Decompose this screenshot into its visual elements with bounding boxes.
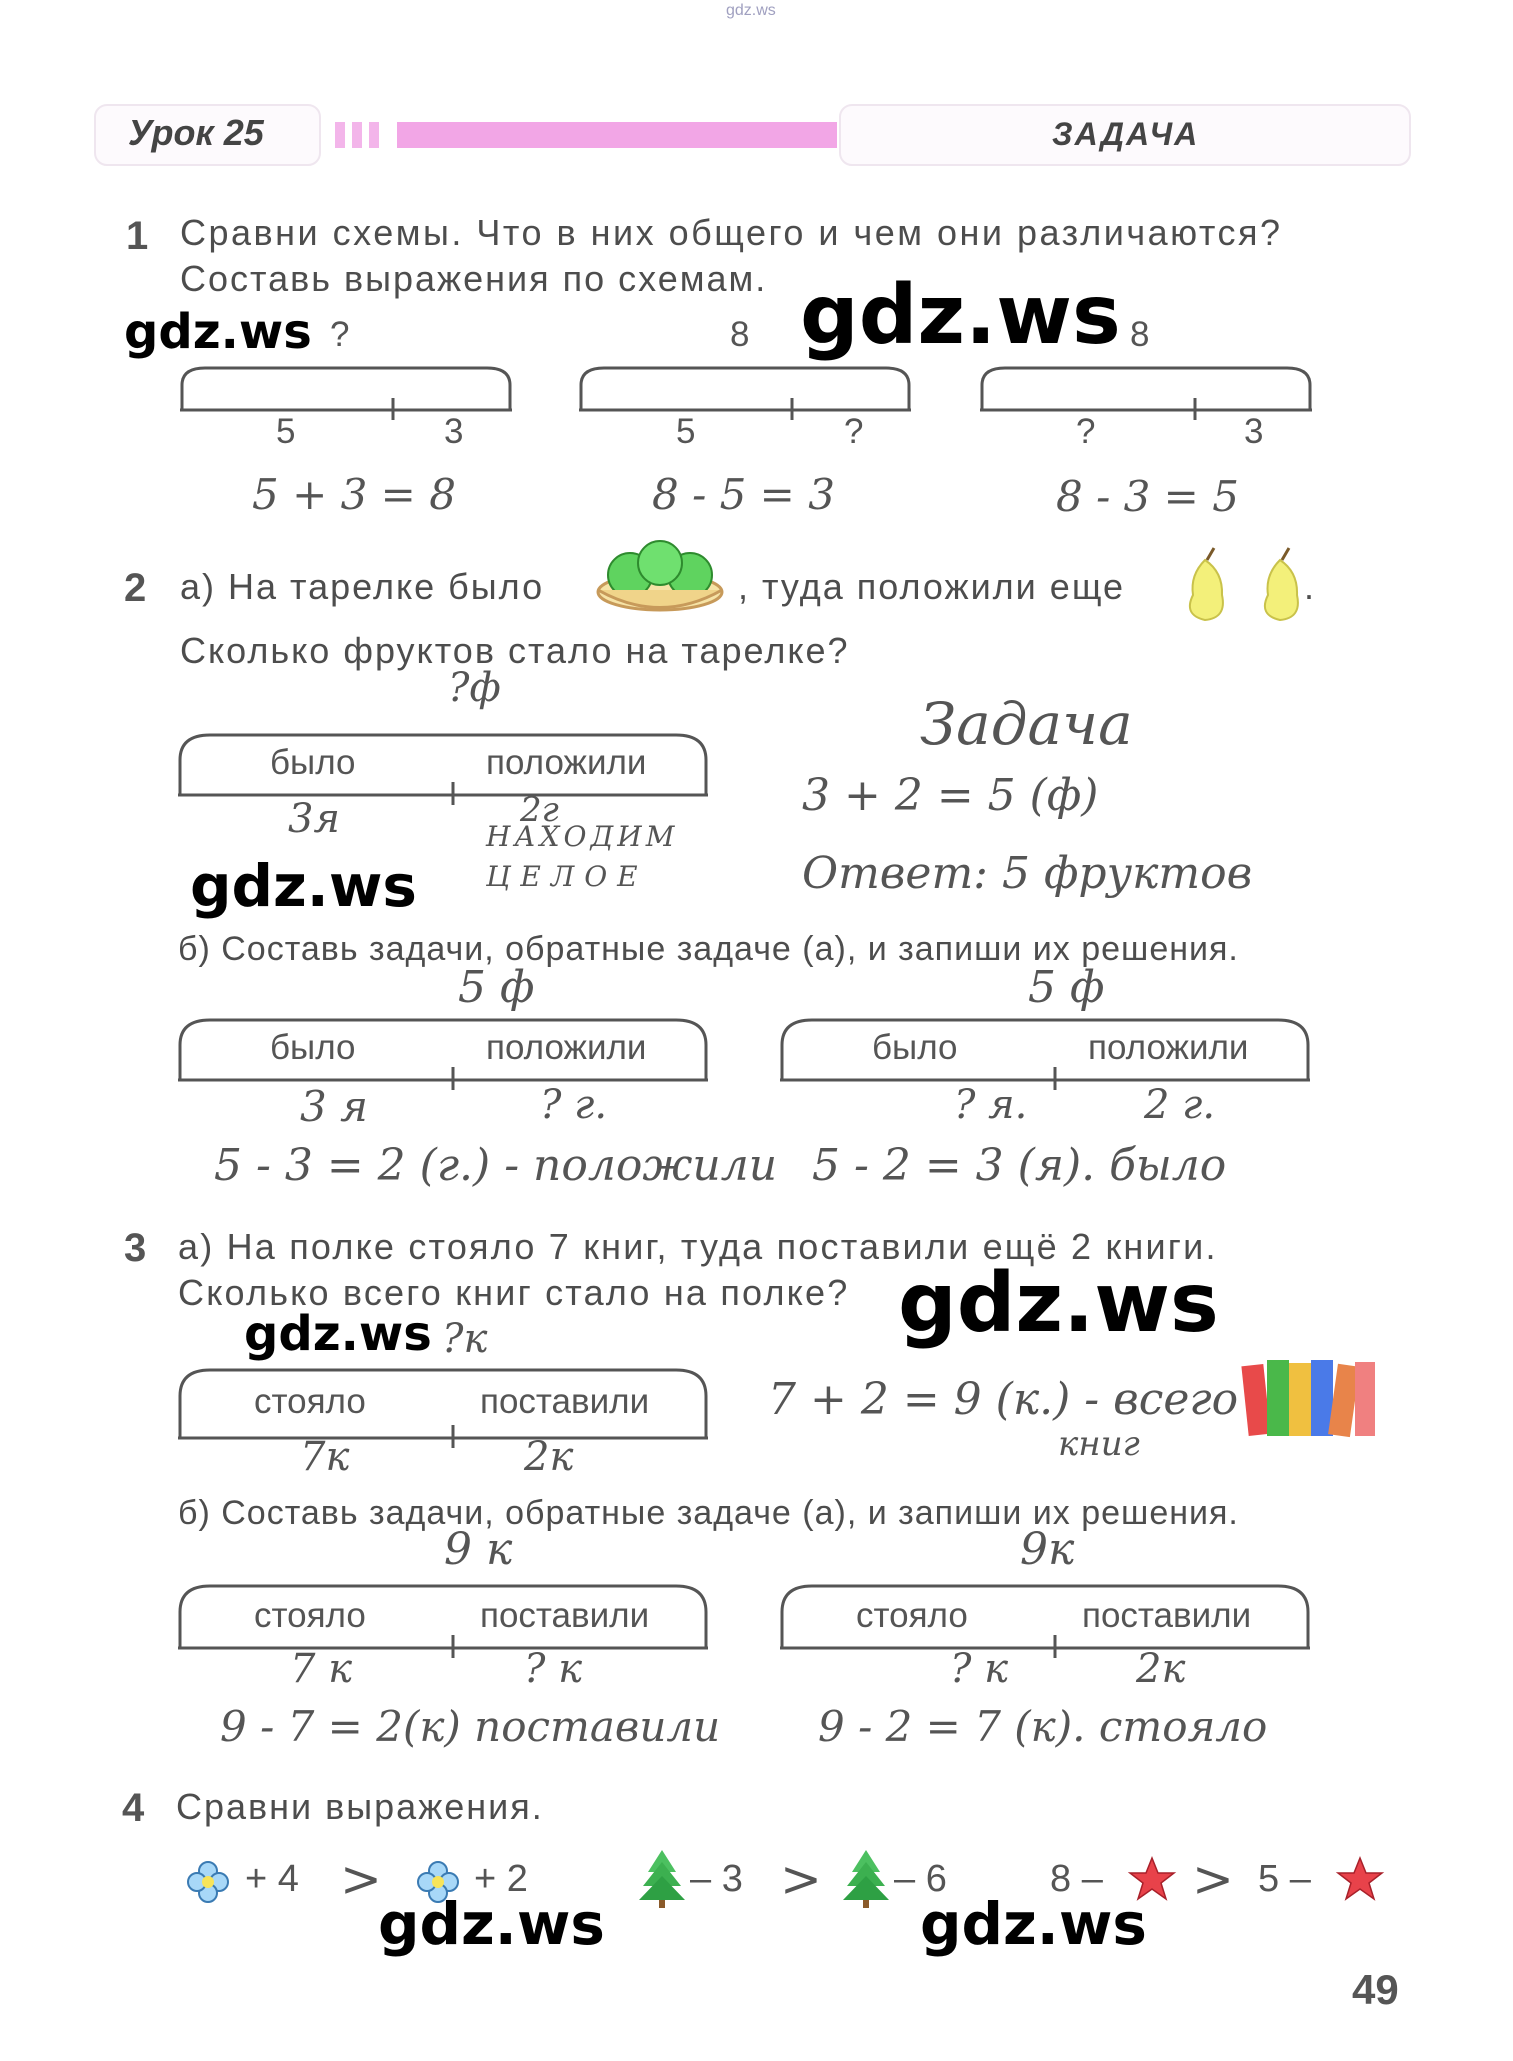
task3-number: 3 [124, 1226, 147, 1270]
flower-icon [188, 1862, 228, 1902]
scheme-under-left: 7к [300, 1434, 350, 1480]
top-watermark: gdz.ws [726, 2, 776, 19]
scheme-under-left: ? к [950, 1646, 1009, 1692]
comparison-left-value: 8 – [1050, 1858, 1103, 1900]
scheme-under-left: 3я [288, 796, 340, 842]
scheme-top-label: 8 [1130, 315, 1150, 354]
scheme-solution: 5 - 3 = 2 (г.) - положили [214, 1140, 778, 1191]
scheme-top-label: 9к [1020, 1524, 1075, 1575]
tree-icon [843, 1850, 889, 1908]
scheme-left-label: ? [1076, 412, 1096, 451]
solution-expression: 7 + 2 = 9 (к.) - всего [768, 1374, 1239, 1425]
task2-text-part2: , туда положили еще [738, 566, 1126, 607]
scheme-solution: 9 - 2 = 7 (к). стояло [818, 1702, 1268, 1751]
scheme-answer: 5 + 3 = 8 [252, 470, 456, 519]
scheme-under-left: ? я. [954, 1082, 1028, 1128]
task1-text-line2: Составь выражения по схемам. [180, 258, 768, 299]
comparison-sign: > [1192, 1850, 1234, 1908]
scheme-left-label: 5 [276, 412, 296, 451]
task3-text-line2: Сколько всего книг стало на полке? [178, 1272, 850, 1313]
scheme-answer: 8 - 3 = 5 [1056, 472, 1239, 521]
header-bar [95, 105, 1410, 165]
task4-text: Сравни выражения. [176, 1786, 544, 1827]
star-icon [1338, 1858, 1382, 1899]
scheme-top-label: 9 к [444, 1524, 513, 1575]
comparison-sign: > [780, 1850, 822, 1908]
scheme-under-left: 3 я [300, 1082, 368, 1131]
scheme-under-right: 2 г. [1144, 1082, 1216, 1128]
task2-text-line2: Сколько фруктов стало на тарелке? [180, 630, 850, 671]
comparison-right-value: 5 – [1258, 1858, 1311, 1900]
watermark: gdz.ws [378, 1890, 605, 1958]
scheme-top-label: ?ф [448, 665, 501, 711]
scheme-top-label: 5 ф [458, 962, 535, 1013]
watermark: gdz.ws [898, 1256, 1219, 1351]
comparison-right-value: – 6 [894, 1858, 947, 1900]
scheme-right-label: 3 [444, 412, 464, 451]
scheme-left-label: 5 [676, 412, 696, 451]
lesson-title: Урок 25 [128, 112, 264, 153]
scheme-under-right: ? к [524, 1646, 583, 1692]
scheme-solution: 9 - 7 = 2(к) поставили [220, 1702, 721, 1751]
scheme-under-right: 2к [1136, 1646, 1186, 1692]
scheme-left-label: было [872, 1028, 958, 1067]
scheme-note: ЦЕЛОЕ [486, 860, 648, 893]
scheme-under-right: ? г. [540, 1082, 608, 1128]
scheme-top-label: 8 [730, 315, 750, 354]
task3-b-text: б) Составь задачи, обратные задаче (а), и запиши их решения. [178, 1494, 1239, 1532]
scheme-top-label: ?к [442, 1316, 488, 1362]
scheme-answer: 8 - 5 = 3 [652, 470, 835, 519]
task2-number: 2 [124, 566, 147, 610]
page-number: 49 [1352, 1966, 1399, 2013]
scheme-note: НАХОДИМ [486, 820, 679, 853]
task1-text-line1: Сравни схемы. Что в них общего и чем они различаются? [180, 212, 1283, 253]
task4-number: 4 [122, 1786, 145, 1830]
scheme-top-label: 5 ф [1028, 962, 1105, 1013]
scheme-left-label: стояло [254, 1596, 366, 1635]
solution-answer: Ответ: 5 фруктов [802, 848, 1253, 899]
solution-title: Задача [920, 690, 1133, 758]
task1-number: 1 [126, 214, 149, 258]
task2-b-text: б) Составь задачи, обратные задаче (а), и запиши их решения. [178, 930, 1239, 968]
solution-expression-continued: книг [1058, 1424, 1140, 1464]
scheme-left-label: было [270, 743, 356, 782]
scheme-under-right: 2к [524, 1434, 574, 1480]
pears-icon [1190, 548, 1298, 620]
watermark: gdz.ws [190, 852, 417, 920]
scheme-left-label: стояло [856, 1596, 968, 1635]
comparison-right-value: + 2 [474, 1858, 528, 1900]
watermark: gdz.ws [244, 1306, 432, 1362]
comparison-left-value: – 3 [690, 1858, 743, 1900]
task2-text-part3: . [1304, 566, 1316, 607]
scheme-right-label: положили [486, 1028, 647, 1067]
scheme-top-label: ? [330, 315, 350, 354]
scheme-right-label: поставили [480, 1596, 650, 1635]
scheme-right-label: положили [1088, 1028, 1249, 1067]
scheme-under-right: 2г [520, 790, 559, 830]
scheme-right-label: поставили [480, 1382, 650, 1421]
scheme-right-label: поставили [1082, 1596, 1252, 1635]
books-icon [1241, 1360, 1375, 1437]
task2-text-part1: а) На тарелке было [180, 566, 545, 607]
task3-text-line1: а) На полке стояло 7 книг, туда поставили ещё 2 книги. [178, 1226, 1218, 1267]
scheme-solution: 5 - 2 = 3 (я). было [812, 1140, 1227, 1191]
tree-icon [639, 1850, 685, 1908]
topic-title: ЗАДАЧА [1052, 116, 1200, 152]
scheme-under-left: 7 к [290, 1646, 353, 1692]
watermark: gdz.ws [124, 304, 312, 360]
comparison-sign: > [340, 1850, 382, 1908]
comparison-left-value: + 4 [245, 1858, 299, 1900]
scheme-right-label: положили [486, 743, 647, 782]
scheme-right-label: ? [844, 412, 864, 451]
scheme-right-label: 3 [1244, 412, 1264, 451]
watermark: gdz.ws [920, 1890, 1147, 1958]
watermark: gdz.ws [800, 268, 1121, 363]
solution-expression: 3 + 2 = 5 (ф) [802, 770, 1099, 821]
scheme-left-label: стояло [254, 1382, 366, 1421]
scheme-left-label: было [270, 1028, 356, 1067]
apple-plate-icon [598, 541, 722, 610]
